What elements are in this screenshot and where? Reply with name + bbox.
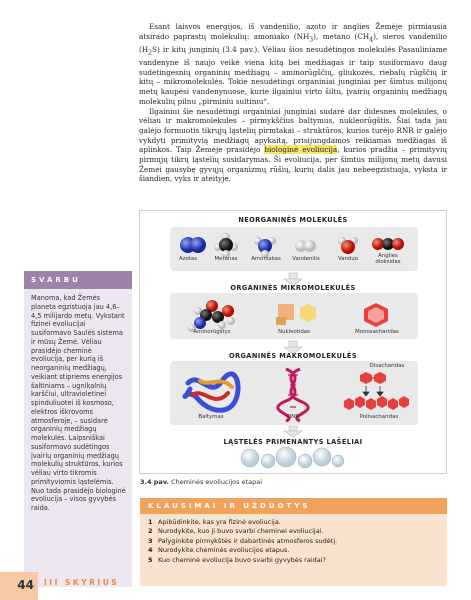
- label-amino-acids: Aminorūgštys: [193, 329, 231, 335]
- question-number: 3: [148, 536, 153, 545]
- figure-caption: [140, 478, 262, 486]
- question-text: Apibūdinkite, kas yra fizinė evoliucija.: [158, 518, 281, 526]
- question-item: [148, 527, 447, 536]
- question-item: [148, 537, 447, 546]
- important-sidebar: [24, 271, 132, 587]
- cell-like-droplets: [241, 447, 344, 468]
- p1-text-c: ), sieros vandenilio (H: [139, 31, 447, 54]
- sub-ch4: 4: [369, 36, 374, 44]
- question-item: [148, 546, 447, 555]
- label-polysaccharide: Polisacharidas: [359, 414, 399, 420]
- heading-micromolecules: ORGANINĖS MIKROMOLEKULĖS: [230, 284, 356, 292]
- p2-text-a: Ilgainiui šie nesudėtingi organiniai junginiai sudarė dar didesnes molekules, o vėliau ir makromolekules – pirmykščius baltymus, nukleorūgštis. Šiai tada jau galėjo formuotis tikrųjų ląstelių pirmtakai – struktūros, kurios turėjo RNR ir galėjo vykdyti primityvią medžiagų apykaitą, prisijungdamos reikiamas medžiagas iš aplinkos. Taip Žemėje prasidėjo: [139, 106, 447, 155]
- chemical-evolution-figure: [139, 210, 447, 474]
- highlighted-term: biologinė evoliucija: [264, 145, 338, 155]
- label-nucleotide: Nukleotidas: [278, 329, 310, 335]
- heading-macromolecules: ORGANINĖS MAKROMOLEKULĖS: [229, 352, 357, 360]
- questions-box: [140, 498, 447, 586]
- arrow-down-3: [284, 426, 302, 437]
- sub-h2s: 2: [148, 49, 152, 57]
- paragraph-2: [139, 107, 447, 185]
- sidebar-text: Manoma, kad Žemės planeta egzistuoja jau 4,6–4,5 milijardo metų. Vykstant fizinei evoliucijai susiformavo Saulės sistema ir mūsų Žemė. Vėliau prasidėjo cheminė evoliucija, per kurią iš neorganinių medžiagų, veikiant stipriems energijos šaltiniams – ugnikalnių karščiui, ultravioletinei spinduliuotei iš kosmoso, elektros iškrovoms atmosferoje, – susidarė organinių medžiagų molekulės. Laipsniškai susiformavo sudėtingos įvairių organinių medžiagų molekulių struktūros, kurios vėliau virto tikromis primityviomis ląstelėmis. Nuo tada prasidėjo biologinė evoliucija – visos gyvybės raida.: [31, 294, 126, 512]
- sidebar-title: SVARBU: [24, 271, 132, 289]
- page-number-box: [0, 572, 38, 600]
- page-number: 44: [17, 578, 34, 592]
- p1-text-d: S) ir kitų junginių (3.4 pav.). Vėliau šios nesudėtingos molekulės Pasauliniame vandenyne iš naujo veikė viena kitą bei medžiagas ir taip susiformavo daug sudėtingesnių organinių medžiagų – aminorūgščių, gliukozės, riebalų rūgščių ir kitų – mikromolekulės. Tokie nesudėtingi organiniai junginiai per šimtus milijonų metų kaupėsi vandenynuose, kurie ilgainiui virto šiltu, įvairių organinių medžiagų molekulių pilnu „pirminiu sultiniu“.: [139, 44, 447, 106]
- nitrogen-molecule: [180, 237, 206, 253]
- question-text: Palyginkite pirmykštės ir dabartinės atmosferos sudėtį.: [158, 536, 338, 545]
- p1-text-b: ), metano (CH: [313, 31, 370, 41]
- question-number: 4: [148, 546, 153, 555]
- question-text: Kuo cheminė evoliucija buvo svarbi gyvybės raidai?: [158, 555, 326, 564]
- chapter-label: III SKYRIUS: [44, 578, 120, 587]
- label-protein: Baltymas: [198, 414, 224, 420]
- label-ammonia: Amoniakas: [251, 256, 281, 262]
- label-water: Vanduo: [337, 256, 359, 262]
- question-text: Nurodykite cheminės evoliucijos etapus.: [158, 546, 290, 555]
- question-number: 2: [148, 527, 153, 536]
- heading-inorganic: NEORGANINĖS MOLEKULĖS: [238, 216, 348, 224]
- label-disaccharide: Disacharidas: [369, 363, 405, 369]
- caption-number: 3.4 pav.: [140, 478, 169, 486]
- question-number: 1: [148, 518, 153, 526]
- main-text: [139, 22, 447, 184]
- questions-list: [140, 518, 447, 565]
- question-item: [148, 518, 447, 527]
- caption-text: Cheminės evoliucijos etapai: [169, 478, 263, 486]
- label-carbon-dioxide: Anglies dioksidas: [375, 253, 401, 265]
- p2-text-b: , kurios pradžia – primityvių pirmųjų tikrų ląstelių susidarymas. Ši evoliucija, per šimtus milijonų metų davusi Žemei gausybę gyvųjų organizmų rūšių, kurių dalis jau nebeegzistuoja, vyksta ir šiandien, vyks ir ateityje.: [139, 145, 447, 184]
- question-item: [148, 556, 447, 565]
- label-nitrogen: Azotas: [178, 256, 198, 262]
- heading-droplets: LĄSTELĖS PRIMENANTYS LAŠELIAI: [223, 438, 363, 446]
- p1-text-a: Esant laisvos energijos, iš vandenilio, azoto ir anglies Žemėje pirmiausia atsirado paprastų molekulių: amoniako (NH: [139, 22, 447, 41]
- label-monosaccharide: Monosacharidas: [355, 329, 399, 335]
- question-number: 5: [148, 555, 153, 564]
- label-methane: Metanas: [214, 256, 238, 262]
- carbon-dioxide-molecule: [372, 238, 404, 250]
- figure-graphics: [140, 211, 446, 473]
- label-hydrogen: Vandenilis: [292, 256, 320, 262]
- label-dna: DNR: [287, 414, 299, 420]
- questions-title: KLAUSIMAI IR UŽDUOTYS: [140, 498, 447, 514]
- paragraph-1: [139, 22, 447, 107]
- question-text: Nurodykite, kuo ji buvo svarbi cheminei evoliucijai.: [158, 527, 324, 536]
- sub-nh3: 3: [309, 36, 314, 44]
